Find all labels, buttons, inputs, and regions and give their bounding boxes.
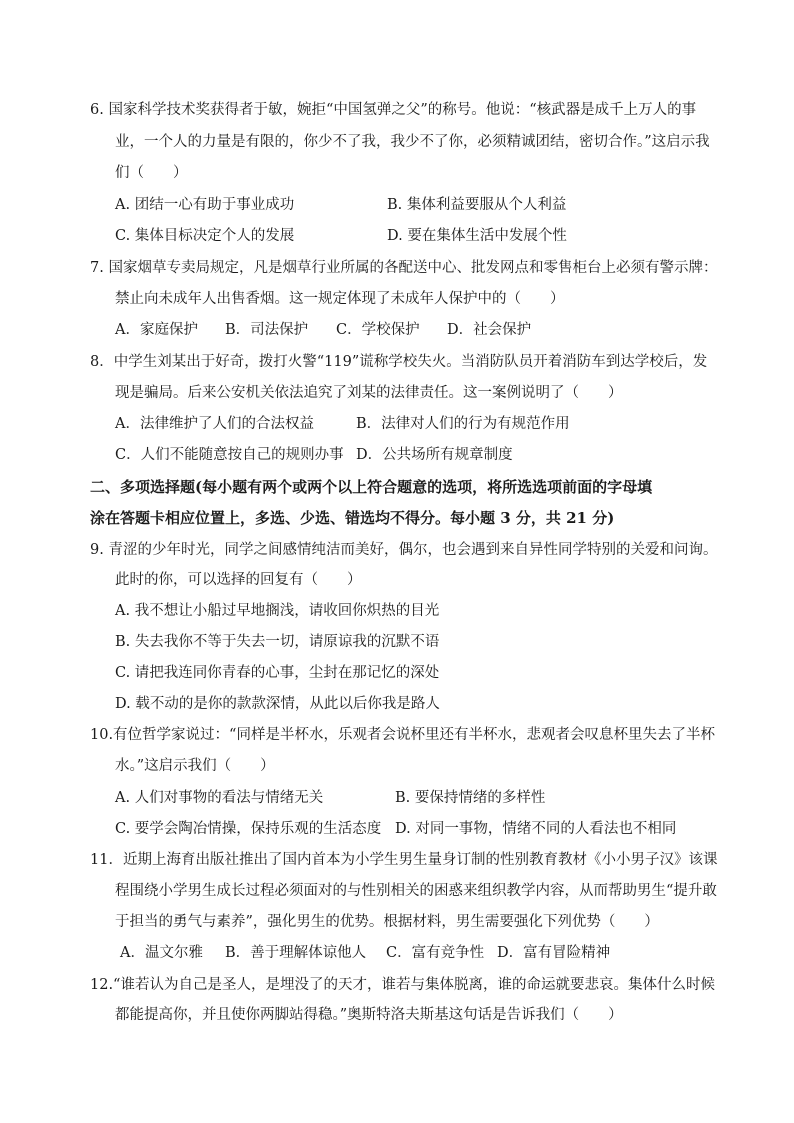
q6-option-b: B. 集体利益要服从个人利益	[387, 197, 567, 213]
q8-option-a: A．法律维护了人们的合法权益	[115, 416, 314, 432]
q7-option-a: A．家庭保护	[115, 322, 198, 338]
q11-option-a: A．温文尔雅	[120, 945, 203, 961]
q9-option-d: D. 载不动的是你的款款深情，从此以后你我是路人	[115, 696, 440, 712]
q12-stem-line1: 12.“谁若认为自己是圣人，是埋没了的天才，谁若与集体脱离，谁的命运就要悲哀。集体什么时候	[90, 977, 715, 993]
q8-option-c: C．人们不能随意按自己的规则办事	[115, 447, 344, 463]
q11-stem-line3: 于担当的勇气与素养”，强化男生的优势。根据材料，男生需要强化下列优势（ ）	[115, 914, 659, 930]
section-2-heading-line2: 涂在答题卡相应位置上，多选、少选、错选均不得分。每小题 3 分，共 21 分)	[90, 509, 615, 527]
q7-stem-line1: 7. 国家烟草专卖局规定，凡是烟草行业所属的各配送中心、批发网点和零售柜台上必须有警示牌：	[90, 260, 718, 276]
q7-option-c: C．学校保护	[336, 322, 420, 338]
q10-option-c: C. 要学会陶冶情操，保持乐观的生活态度	[115, 821, 382, 837]
q6-option-d: D. 要在集体生活中发展个性	[387, 228, 567, 244]
q7-stem-line2: 禁止向未成年人出售香烟。这一规定体现了未成年人保护中的（ ）	[115, 291, 565, 307]
q10-option-d: D. 对同一事物，情绪不同的人看法也不相同	[395, 821, 677, 837]
q11-option-b: B．善于理解体谅他人	[225, 945, 367, 961]
q9-option-c: C. 请把我连同你青春的心事，尘封在那记忆的深处	[115, 665, 440, 681]
q10-stem-line2: 水。”这启示我们（ ）	[115, 758, 275, 774]
q6-stem-line2: 业，一个人的力量是有限的，你少不了我，我少不了你，必须精诚团结，密切合作。”这启示我	[115, 134, 710, 150]
q9-option-b: B. 失去我你不等于失去一切，请原谅我的沉默不语	[115, 634, 440, 650]
q10-option-a: A. 人们对事物的看法与情绪无关	[115, 790, 324, 806]
q6-option-c: C. 集体目标决定个人的发展	[115, 228, 295, 244]
q6-option-a: A. 团结一心有助于事业成功	[115, 197, 295, 213]
q6-stem-line3: 们（ ）	[115, 165, 188, 181]
q11-option-d: D．富有冒险精神	[497, 945, 611, 961]
q7-option-d: D．社会保护	[447, 322, 532, 338]
q8-stem-line2: 现是骗局。后来公安机关依法追究了刘某的法律责任。这一案例说明了（ ）	[115, 385, 623, 401]
q8-option-d: D．公共场所有规章制度	[356, 447, 513, 463]
q11-stem-line2: 程围绕小学男生成长过程必须面对的与性别相关的困惑来组织教学内容，从而帮助男生“提升敢	[115, 883, 717, 899]
q11-stem-line1: 11．近期上海育出版社推出了国内首本为小学生男生量身订制的性别教育教材《小小男子汉》该课	[90, 852, 718, 868]
q11-option-c: C．富有竞争性	[386, 945, 485, 961]
section-2-heading-line1: 二、多项选择题(每小题有两个或两个以上符合题意的选项，将所选选项前面的字母填	[90, 478, 653, 496]
q6-stem-line1: 6. 国家科学技术奖获得者于敏，婉拒“中国氢弹之父”的称号。他说：“核武器是成千上万人的事	[90, 102, 697, 118]
q10-stem-line1: 10.有位哲学家说过：“同样是半杯水，乐观者会说杯里还有半杯水，悲观者会叹息杯里失去了半杯	[90, 727, 715, 743]
q8-stem-line1: 8．中学生刘某出于好奇，拨打火警“119”谎称学校失火。当消防队员开着消防车到达学校后，发	[90, 354, 708, 370]
q9-stem-line1: 9. 青涩的少年时光，同学之间感情纯洁而美好，偶尔，也会遇到来自异性同学特别的关爱和问询。	[90, 542, 718, 558]
q12-stem-line2: 都能提高你，并且使你两脚站得稳。”奥斯特洛夫斯基这句话是告诉我们（ ）	[115, 1007, 623, 1023]
q9-option-a: A. 我不想让小船过早地搁浅，请收回你炽热的目光	[115, 603, 440, 619]
q10-option-b: B. 要保持情绪的多样性	[395, 790, 546, 806]
q9-stem-line2: 此时的你，可以选择的回复有（ ）	[115, 572, 362, 588]
q7-option-b: B．司法保护	[225, 322, 309, 338]
q8-option-b: B．法律对人们的行为有规范作用	[356, 416, 570, 432]
